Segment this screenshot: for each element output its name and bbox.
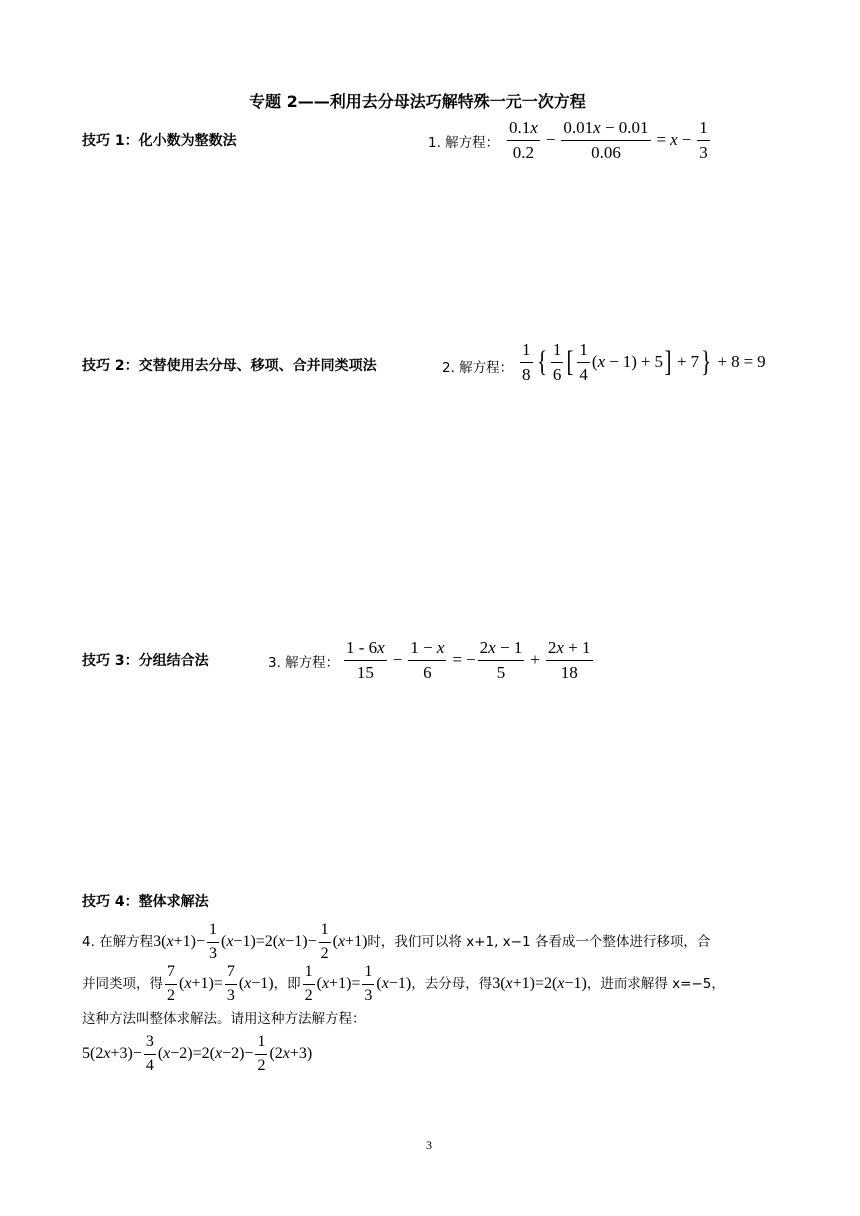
question-4-text: 4. 在解方程 3( x +1)− $\frac{1}{3}$ ( x −1)=2( x −1)− $\frac{1}{2}$ ( x +1) 时，我们可以将 x+1, x−1 各看成一个整体进行移项，合 并同类项，得 $\frac{7}{2}$ ( x +1)= $\frac{7}{3}$ ( x −1) ，即 $\frac{1}{2}$ ( x +1)= $\frac{1}{3}$ ( x −1) ，去分母，得 3( x +1)=2( x −1) ，进而求解得 x=−5， 这种方法叫整体求解法。请用这种方法解方程： 5(2 x +3)− $\frac{3}{4}$ ( x −2)=2( x −2)− $\frac{1}{2}$ (2 x +3) bbox=[82, 922, 782, 1076]
question-2-label: 2. 解方程： bbox=[442, 360, 514, 376]
q4-text-2: 并同类项，得 bbox=[82, 976, 163, 992]
equation-3: $\frac{1 - 6x}{15}$ − $\frac{1 - x}{6}$ = − $\frac{2x - 1}{5}$ + $\frac{2x + 1}{18}$ bbox=[346, 638, 591, 682]
page-number: 3 bbox=[426, 1138, 432, 1152]
equation-4: 5(2 x +3)− $\frac{3}{4}$ ( x −2)=2( x −2)− $\frac{1}{2}$ (2 x +3) bbox=[82, 1033, 313, 1074]
skill-1-heading: 技巧 1：化小数为整数法 bbox=[82, 133, 237, 149]
equation-1: $\frac{0.1x}{0.2}$ − $\frac{0.01x - 0.01}{0.06}$ = x − $\frac{1}{3}$ bbox=[509, 118, 708, 162]
page-title: 专题 2——利用去分母法巧解特殊一元一次方程 bbox=[249, 92, 586, 111]
question-1-label: 1. 解方程： bbox=[428, 135, 500, 151]
q4-text-3: ，即 bbox=[273, 976, 301, 992]
q4-prefix: 4. 在解方程 bbox=[82, 934, 154, 950]
skill-3-heading: 技巧 3：分组结合法 bbox=[82, 653, 209, 669]
q4-text-1: 时，我们可以将 x+1, x−1 各看成一个整体进行移项，合 bbox=[367, 934, 711, 950]
skill-2-heading: 技巧 2：交替使用去分母、移项、合并同类项法 bbox=[82, 358, 377, 374]
skill-4-heading: 技巧 4：整体求解法 bbox=[82, 894, 209, 910]
q4-text-5: ，进而求解得 x=−5， bbox=[586, 976, 725, 992]
q4-text-6: 这种方法叫整体求解法。请用这种方法解方程： bbox=[82, 1011, 366, 1027]
q4-text-4: ，去分母，得 bbox=[411, 976, 493, 992]
question-3-label: 3. 解方程： bbox=[268, 655, 340, 671]
equation-2: $\frac{1}{8}$ { $\frac{1}{6}$ [ $\frac{1}{4}$ ( x − 1) + 5 ] + 7 } + 8 = 9 bbox=[522, 340, 766, 384]
